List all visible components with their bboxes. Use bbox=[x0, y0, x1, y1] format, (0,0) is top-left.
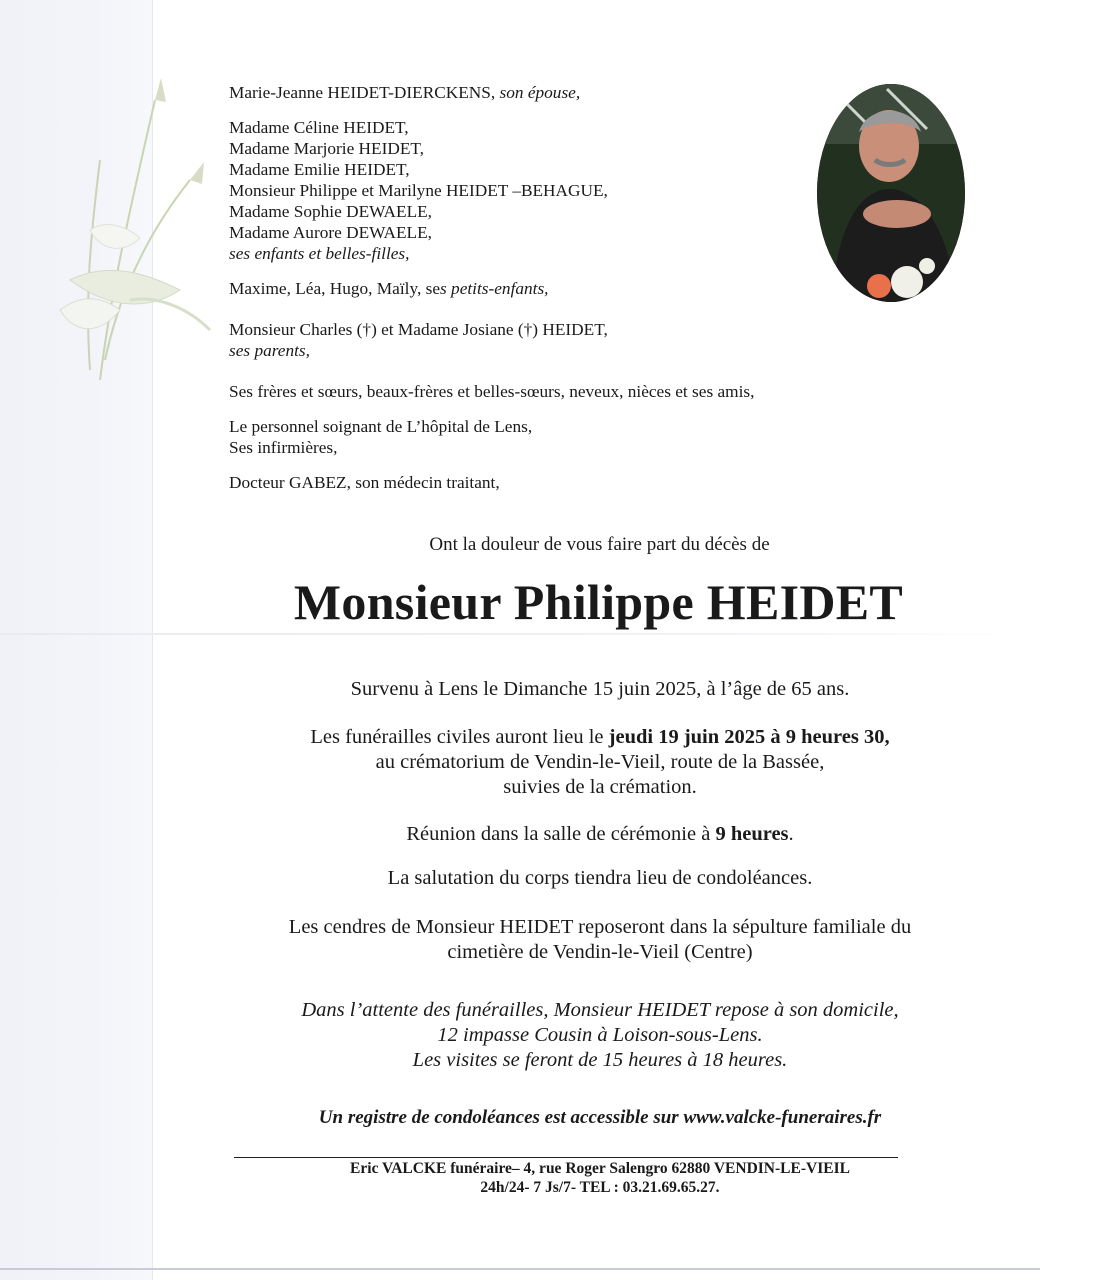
condolences-line: La salutation du corps tiendra lieu de condoléances. bbox=[387, 867, 813, 889]
rest-line-3: Les visites se feront de 15 heures à 18 heures. bbox=[412, 1049, 788, 1071]
footer-line-1: Eric VALCKE funéraire– 4, rue Roger Salengro 62880 VENDIN-LE-VIEIL bbox=[350, 1160, 850, 1177]
portrait-photo bbox=[817, 84, 965, 302]
meeting-time: 9 heures bbox=[715, 823, 789, 845]
grandchildren-line bbox=[229, 278, 754, 299]
spouse-role: son épouse, bbox=[499, 83, 581, 102]
meeting-line bbox=[150, 822, 1050, 847]
parents-role: ses parents, bbox=[229, 341, 310, 360]
spouse-line bbox=[229, 82, 754, 103]
funeral-details bbox=[150, 725, 1050, 800]
funeral-line-3: suivies de la crémation. bbox=[503, 776, 697, 798]
registry-line: Un registre de condoléances est accessible sur www.valcke-funeraires.fr bbox=[318, 1107, 882, 1128]
funeral-pre: Les funérailles civiles auront lieu le bbox=[310, 726, 609, 748]
child-1: Madame Céline HEIDET, bbox=[229, 118, 409, 137]
rest-line-2: 12 impasse Cousin à Loison-sous-Lens. bbox=[437, 1024, 763, 1046]
parents-line: Monsieur Charles (†) et Madame Josiane (†) HEIDET, bbox=[229, 320, 608, 339]
hospital-line-1: Le personnel soignant de L’hôpital de Lens, bbox=[229, 417, 533, 436]
siblings-line: Ses frères et sœurs, beaux-frères et belles-sœurs, neveux, nièces et ses amis, bbox=[229, 382, 755, 401]
family-list bbox=[229, 82, 754, 493]
footer-rule bbox=[234, 1157, 898, 1158]
registry-details bbox=[150, 1105, 1050, 1130]
ashes-line-1: Les cendres de Monsieur HEIDET reposeront dans la sépulture familiale du bbox=[288, 916, 912, 938]
footer bbox=[150, 1159, 1050, 1197]
announcement-intro bbox=[0, 534, 1101, 556]
funeral-date: jeudi 19 juin 2025 à 9 heures 30, bbox=[608, 726, 890, 748]
ashes-details bbox=[150, 915, 1050, 965]
child-6: Madame Aurore DEWAELE, bbox=[229, 223, 432, 242]
bottom-edge-line bbox=[0, 1268, 1040, 1270]
meeting-details bbox=[150, 822, 1050, 847]
spouse-name: Marie-Jeanne HEIDET-DIERCKENS, bbox=[229, 83, 500, 102]
death-line: Survenu à Lens le Dimanche 15 juin 2025, à l’âge de 65 ans. bbox=[350, 678, 850, 700]
rest-line-1: Dans l’attente des funérailles, Monsieur HEIDET repose à son domicile, bbox=[301, 999, 899, 1021]
child-5: Madame Sophie DEWAELE, bbox=[229, 202, 433, 221]
deceased-name-text: Monsieur Philippe HEIDET bbox=[293, 574, 904, 630]
child-3: Madame Emilie HEIDET, bbox=[229, 160, 410, 179]
deceased-name bbox=[0, 573, 1101, 631]
fold-line bbox=[0, 633, 1030, 635]
death-details bbox=[150, 677, 1050, 702]
ashes-line-2: cimetière de Vendin-le-Vieil (Centre) bbox=[447, 941, 753, 963]
hospital-line-2: Ses infirmières, bbox=[229, 438, 338, 457]
grandchildren-names: Maxime, Léa, Hugo, Maïly, se bbox=[229, 279, 441, 298]
children-role: ses enfants et belles-filles, bbox=[229, 244, 410, 263]
child-2: Madame Marjorie HEIDET, bbox=[229, 139, 424, 158]
condolences-details bbox=[150, 866, 1050, 891]
funeral-line-1 bbox=[150, 725, 1050, 750]
child-4: Monsieur Philippe et Marilyne HEIDET –BEHAGUE, bbox=[229, 181, 608, 200]
footer-line-2: 24h/24- 7 Js/7- TEL : 03.21.69.65.27. bbox=[480, 1179, 720, 1196]
grandchildren-role: s petits-enfants, bbox=[440, 279, 549, 298]
meeting-pre: Réunion dans la salle de cérémonie à bbox=[406, 823, 716, 845]
doctor-line: Docteur GABEZ, son médecin traitant, bbox=[229, 473, 500, 492]
lily-flower-illustration bbox=[30, 60, 220, 410]
rest-details bbox=[150, 998, 1050, 1073]
announcement-intro-text: Ont la douleur de vous faire part du décès de bbox=[429, 534, 770, 555]
funeral-line-2: au crématorium de Vendin-le-Vieil, route de la Bassée, bbox=[375, 751, 825, 773]
meeting-post: . bbox=[788, 823, 794, 845]
